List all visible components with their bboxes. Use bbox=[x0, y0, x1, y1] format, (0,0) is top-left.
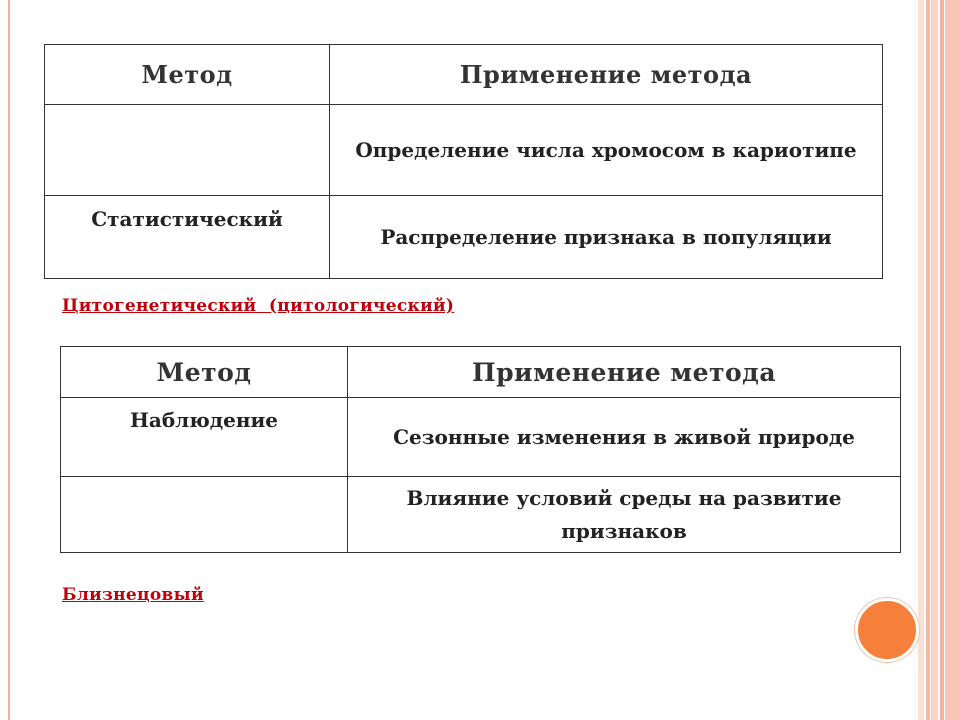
table-header-row bbox=[61, 347, 901, 398]
cell-application: Сезонные изменения в живой природе bbox=[348, 398, 901, 477]
header-method: Метод bbox=[45, 45, 330, 105]
header-application: Применение метода bbox=[348, 347, 901, 398]
cell-method bbox=[45, 105, 330, 196]
header-application: Применение метода bbox=[330, 45, 883, 105]
methods-table-2 bbox=[60, 346, 901, 553]
cell-application: Определение числа хромосом в кариотипе bbox=[330, 105, 883, 196]
answer-text-2: Близнецовый bbox=[62, 585, 204, 605]
cell-method bbox=[61, 477, 348, 553]
right-decorative-stripe bbox=[931, 0, 938, 720]
header-method: Метод bbox=[61, 347, 348, 398]
table-header-row bbox=[45, 45, 883, 105]
cell-application: Распределение признака в популяции bbox=[330, 196, 883, 279]
orange-circle-icon bbox=[855, 598, 919, 662]
answer-text-1: Цитогенетический (цитологический) bbox=[62, 296, 455, 316]
methods-table-1 bbox=[44, 44, 883, 279]
right-decorative-stripe bbox=[940, 0, 944, 720]
right-decorative-stripe bbox=[945, 0, 960, 720]
table-row bbox=[45, 196, 883, 279]
cell-method: Статистический bbox=[45, 196, 330, 279]
cell-method: Наблюдение bbox=[61, 398, 348, 477]
right-decorative-stripe bbox=[926, 0, 930, 720]
table-row bbox=[61, 477, 901, 553]
table-row bbox=[45, 105, 883, 196]
right-decorative-stripe bbox=[918, 0, 924, 720]
table-row bbox=[61, 398, 901, 477]
left-decorative-rule bbox=[8, 0, 10, 720]
cell-application: Влияние условий среды на развитие признаков bbox=[348, 477, 901, 553]
